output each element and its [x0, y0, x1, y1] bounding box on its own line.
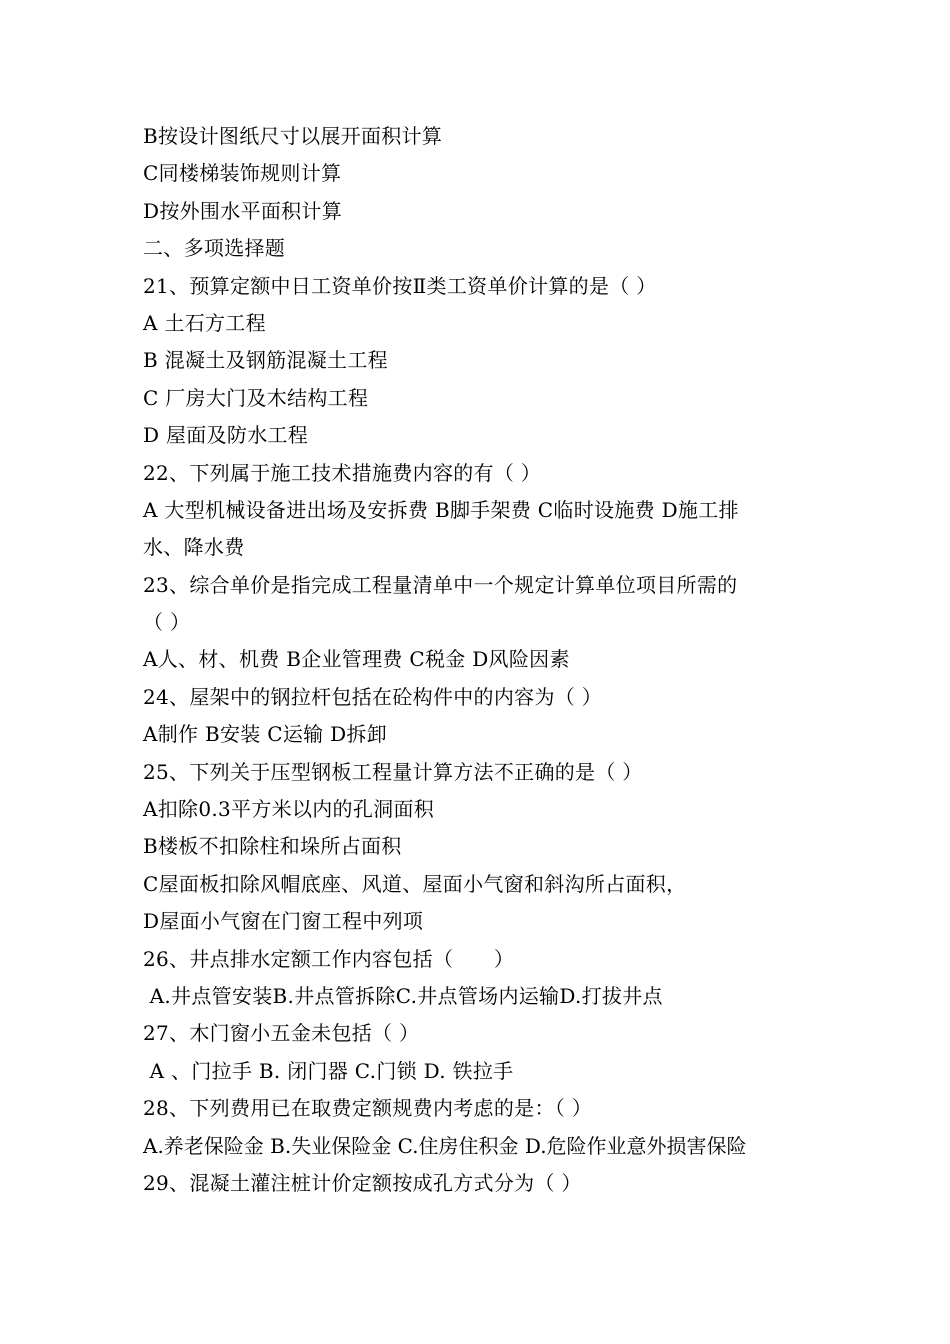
question-23-continued: （ ）	[143, 610, 191, 635]
option-line: A扣除0.3平方米以内的孔洞面积	[143, 797, 435, 822]
question-27: 27、木门窗小五金未包括（ ）	[143, 1021, 420, 1046]
option-line: D屋面小气窗在门窗工程中列项	[143, 909, 424, 934]
option-line: A 、门拉手 B. 闭门器 C.门锁 D. 铁拉手	[143, 1058, 514, 1083]
option-line-continued: 水、降水费	[143, 535, 245, 560]
option-line: A.养老保险金 B.失业保险金 C.住房住积金 D.危险作业意外损害保险	[143, 1133, 747, 1158]
option-line: A制作 B安装 C运输 D拆卸	[143, 722, 388, 747]
question-24: 24、屋架中的钢拉杆包括在砼构件中的内容为（ ）	[143, 684, 603, 709]
question-28: 28、下列费用已在取费定额规费内考虑的是：（ ）	[143, 1096, 593, 1121]
section-heading: 二、多项选择题	[143, 236, 286, 261]
option-line: D 屋面及防水工程	[143, 423, 309, 448]
option-line: C 厂房大门及木结构工程	[143, 385, 369, 410]
question-22: 22、下列属于施工技术措施费内容的有（ ）	[143, 460, 542, 485]
question-21: 21、预算定额中日工资单价按Ⅱ类工资单价计算的是（ ）	[143, 273, 657, 298]
option-line: D按外围水平面积计算	[143, 198, 343, 223]
option-line: C屋面板扣除风帽底座、风道、屋面小气窗和斜沟所占面积，	[143, 871, 687, 896]
document-body	[143, 118, 813, 1202]
option-line: A 土石方工程	[143, 310, 266, 335]
option-line: A人、材、机费 B企业管理费 C税金 D风险因素	[143, 647, 570, 672]
option-line: A.井点管安装B.井点管拆除C.井点管场内运输D.打拔井点	[143, 983, 663, 1008]
option-line: C同楼梯装饰规则计算	[143, 161, 342, 186]
option-line: B 混凝土及钢筋混凝土工程	[143, 348, 388, 373]
question-29: 29、混凝土灌注桩计价定额按成孔方式分为（ ）	[143, 1170, 582, 1195]
option-line: B楼板不扣除柱和垛所占面积	[143, 834, 402, 859]
option-line: A 大型机械设备进出场及安拆费 B脚手架费 C临时设施费 D施工排	[143, 497, 739, 522]
question-25: 25、下列关于压型钢板工程量计算方法不正确的是（ ）	[143, 759, 643, 784]
option-line: B按设计图纸尺寸以展开面积计算	[143, 124, 443, 148]
question-26: 26、井点排水定额工作内容包括（ ）	[143, 946, 515, 971]
question-23: 23、综合单价是指完成工程量清单中一个规定计算单位项目所需的	[143, 572, 738, 597]
